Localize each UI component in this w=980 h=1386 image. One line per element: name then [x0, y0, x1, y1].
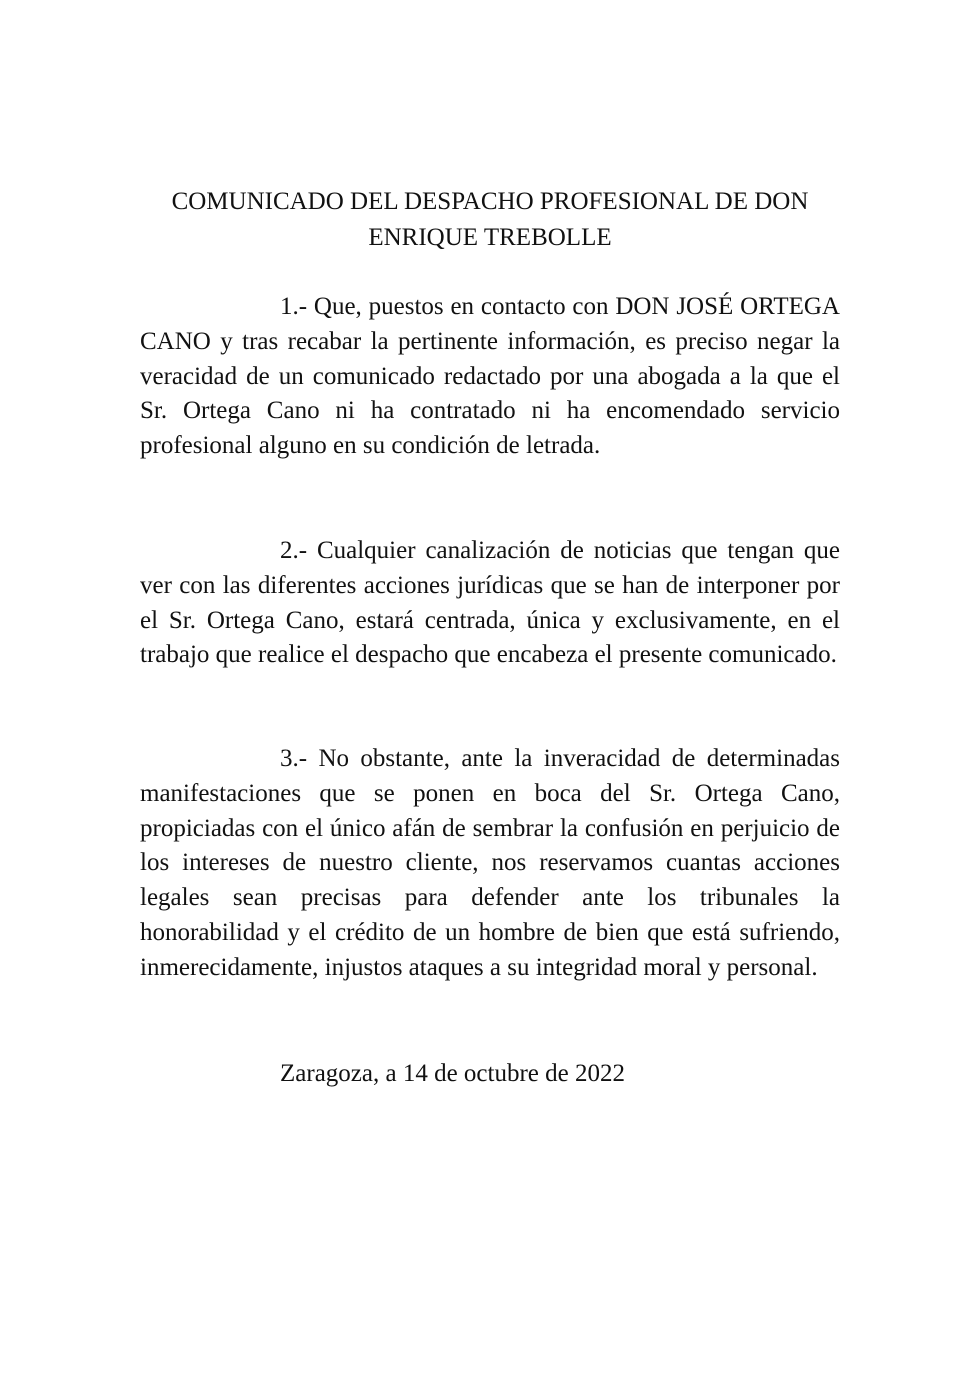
document-title [140, 184, 840, 256]
closing-date-line: Zaragoza, a 14 de octubre de 2022 [280, 1060, 625, 1087]
paragraph-1: 1.- Que, puestos en contacto con DON JOSÉ ORTEGA CANO y tras recabar la pertinente información, es preciso negar la veracidad de un comunicado redactado por una abogada a la que el Sr. Ortega Cano ni ha contratado ni ha encomendado servicio profesional alguno en su condición de letrada. [140, 293, 840, 460]
title-line-1: COMUNICADO DEL DESPACHO PROFESIONAL DE DON [171, 188, 809, 215]
paragraph-3: 3.- No obstante, ante la inveracidad de determinadas manifestaciones que se ponen en boca del Sr. Ortega Cano, propiciadas con el único afán de sembrar la confusión en perjuicio de los intereses de nuestro cliente, nos reservamos cuantas acciones legales sean precisas para defender ante los tribunales la honorabilidad y el crédito de un hombre de bien que está sufriendo, inmerecidamente, injustos ataques a su integridad moral y personal. [140, 745, 840, 981]
title-line-2: ENRIQUE TREBOLLE [368, 224, 612, 251]
paragraph-2: 2.- Cualquier canalización de noticias que tengan que ver con las diferentes acciones jurídicas que se han de interponer por el Sr. Ortega Cano, estará centrada, única y exclusivamente, en el trabajo que realice el despacho que encabeza el presente comunicado. [140, 537, 840, 669]
